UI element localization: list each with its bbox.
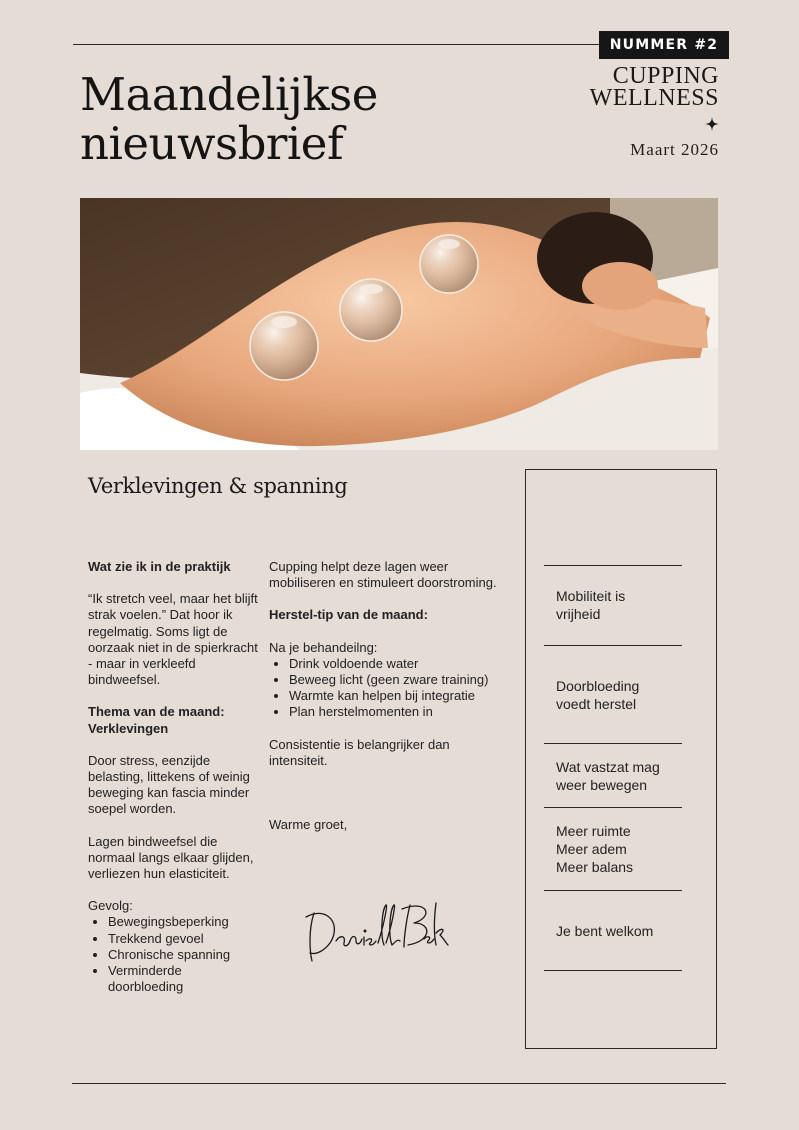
brand-line-2: WELLNESS xyxy=(589,85,719,111)
title-line-2: nieuwsbrief xyxy=(80,117,344,170)
newsletter-title xyxy=(80,70,378,168)
consistency-paragraph: Consistentie is belangrijker dan intensiteit. xyxy=(269,736,450,768)
sidebar-item-line: Je bent welkom xyxy=(556,923,654,939)
sidebar-divider xyxy=(544,645,682,646)
sidebar-divider xyxy=(544,807,682,808)
hero-photo xyxy=(80,198,718,450)
sidebar-item-line: voedt herstel xyxy=(556,696,637,712)
issue-date: Maart 2026 xyxy=(630,140,719,159)
sidebar-item-line: Meer ruimte xyxy=(556,823,631,839)
list-item: • Chronische spanning xyxy=(108,947,260,963)
sidebar-divider xyxy=(544,743,682,744)
practice-heading: Wat zie ik in de praktijk xyxy=(88,559,231,574)
list-item: • Plan herstelmomenten in xyxy=(289,704,509,720)
title-line-1: Maandelijkse xyxy=(80,68,378,121)
tip-list xyxy=(269,656,509,721)
fascia-paragraph: Door stress, eenzijde belasting, littekens of weinig beweging kan fascia minder soepel worden. xyxy=(88,752,250,817)
closing-greeting: Warme groet, xyxy=(269,817,348,833)
sidebar-item-line: Meer adem xyxy=(556,841,627,857)
sidebar-item-line: Mobiliteit is xyxy=(556,588,626,604)
tissue-paragraph: Lagen bindweefsel die normaal langs elkaar glijden, verliezen hun elasticiteit. xyxy=(88,833,254,882)
issue-badge: NUMMER #2 xyxy=(599,31,729,59)
sidebar-item-line: vrijheid xyxy=(556,606,601,622)
theme-value: Verklevingen xyxy=(88,720,169,736)
sidebar-item xyxy=(556,587,706,623)
bottom-divider xyxy=(72,1083,726,1084)
sidebar-divider xyxy=(544,890,682,891)
list-item: • Drink voldoende water xyxy=(289,656,509,672)
section-heading: Verklevingen & spanning xyxy=(88,474,348,498)
list-item: • Bewegingsbeperking xyxy=(108,914,260,930)
sidebar-item xyxy=(556,758,706,794)
list-item: • Trekkend gevoel xyxy=(108,931,260,947)
sidebar-item-line: weer bewegen xyxy=(556,777,648,793)
top-divider xyxy=(73,44,677,45)
sidebar-item xyxy=(556,677,706,713)
consequence-intro: Gevolg: xyxy=(88,898,133,914)
cupping-paragraph: Cupping helpt deze lagen weer mobiliseren en stimuleert doorstroming. xyxy=(269,559,497,591)
sidebar-item-line: Meer balans xyxy=(556,859,634,875)
list-item: • Warmte kan helpen bij integratie xyxy=(289,688,509,704)
brand-line-1: CUPPING xyxy=(612,63,719,89)
practice-paragraph: “Ik stretch veel, maar het blijft strak voelen.” Dat hoor ik regelmatig. Soms ligt de oorzaak niet in de spierkracht - maar in verkleefd bindweefsel. xyxy=(88,591,258,688)
sidebar-divider xyxy=(544,970,682,971)
tip-intro: Na je behandeilng: xyxy=(269,639,378,655)
brand-name xyxy=(590,65,719,109)
middle-column xyxy=(269,559,509,833)
theme-label: Thema van de maand: xyxy=(88,704,225,720)
sidebar-item xyxy=(556,922,706,940)
consequence-list xyxy=(88,914,260,995)
sidebar-item-line: Wat vastzat mag xyxy=(556,759,660,775)
signature xyxy=(300,895,450,967)
sidebar-item xyxy=(556,822,706,876)
sidebar-divider xyxy=(544,565,682,566)
list-item: • Beweeg licht (geen zware training) xyxy=(289,672,509,688)
left-column xyxy=(88,559,260,1011)
sidebar-item-line: Doorbloeding xyxy=(556,678,640,694)
list-item: • Verminderde doorbloeding xyxy=(108,963,260,995)
sparkle-icon xyxy=(705,117,719,131)
tip-heading: Herstel-tip van de maand: xyxy=(269,607,428,623)
